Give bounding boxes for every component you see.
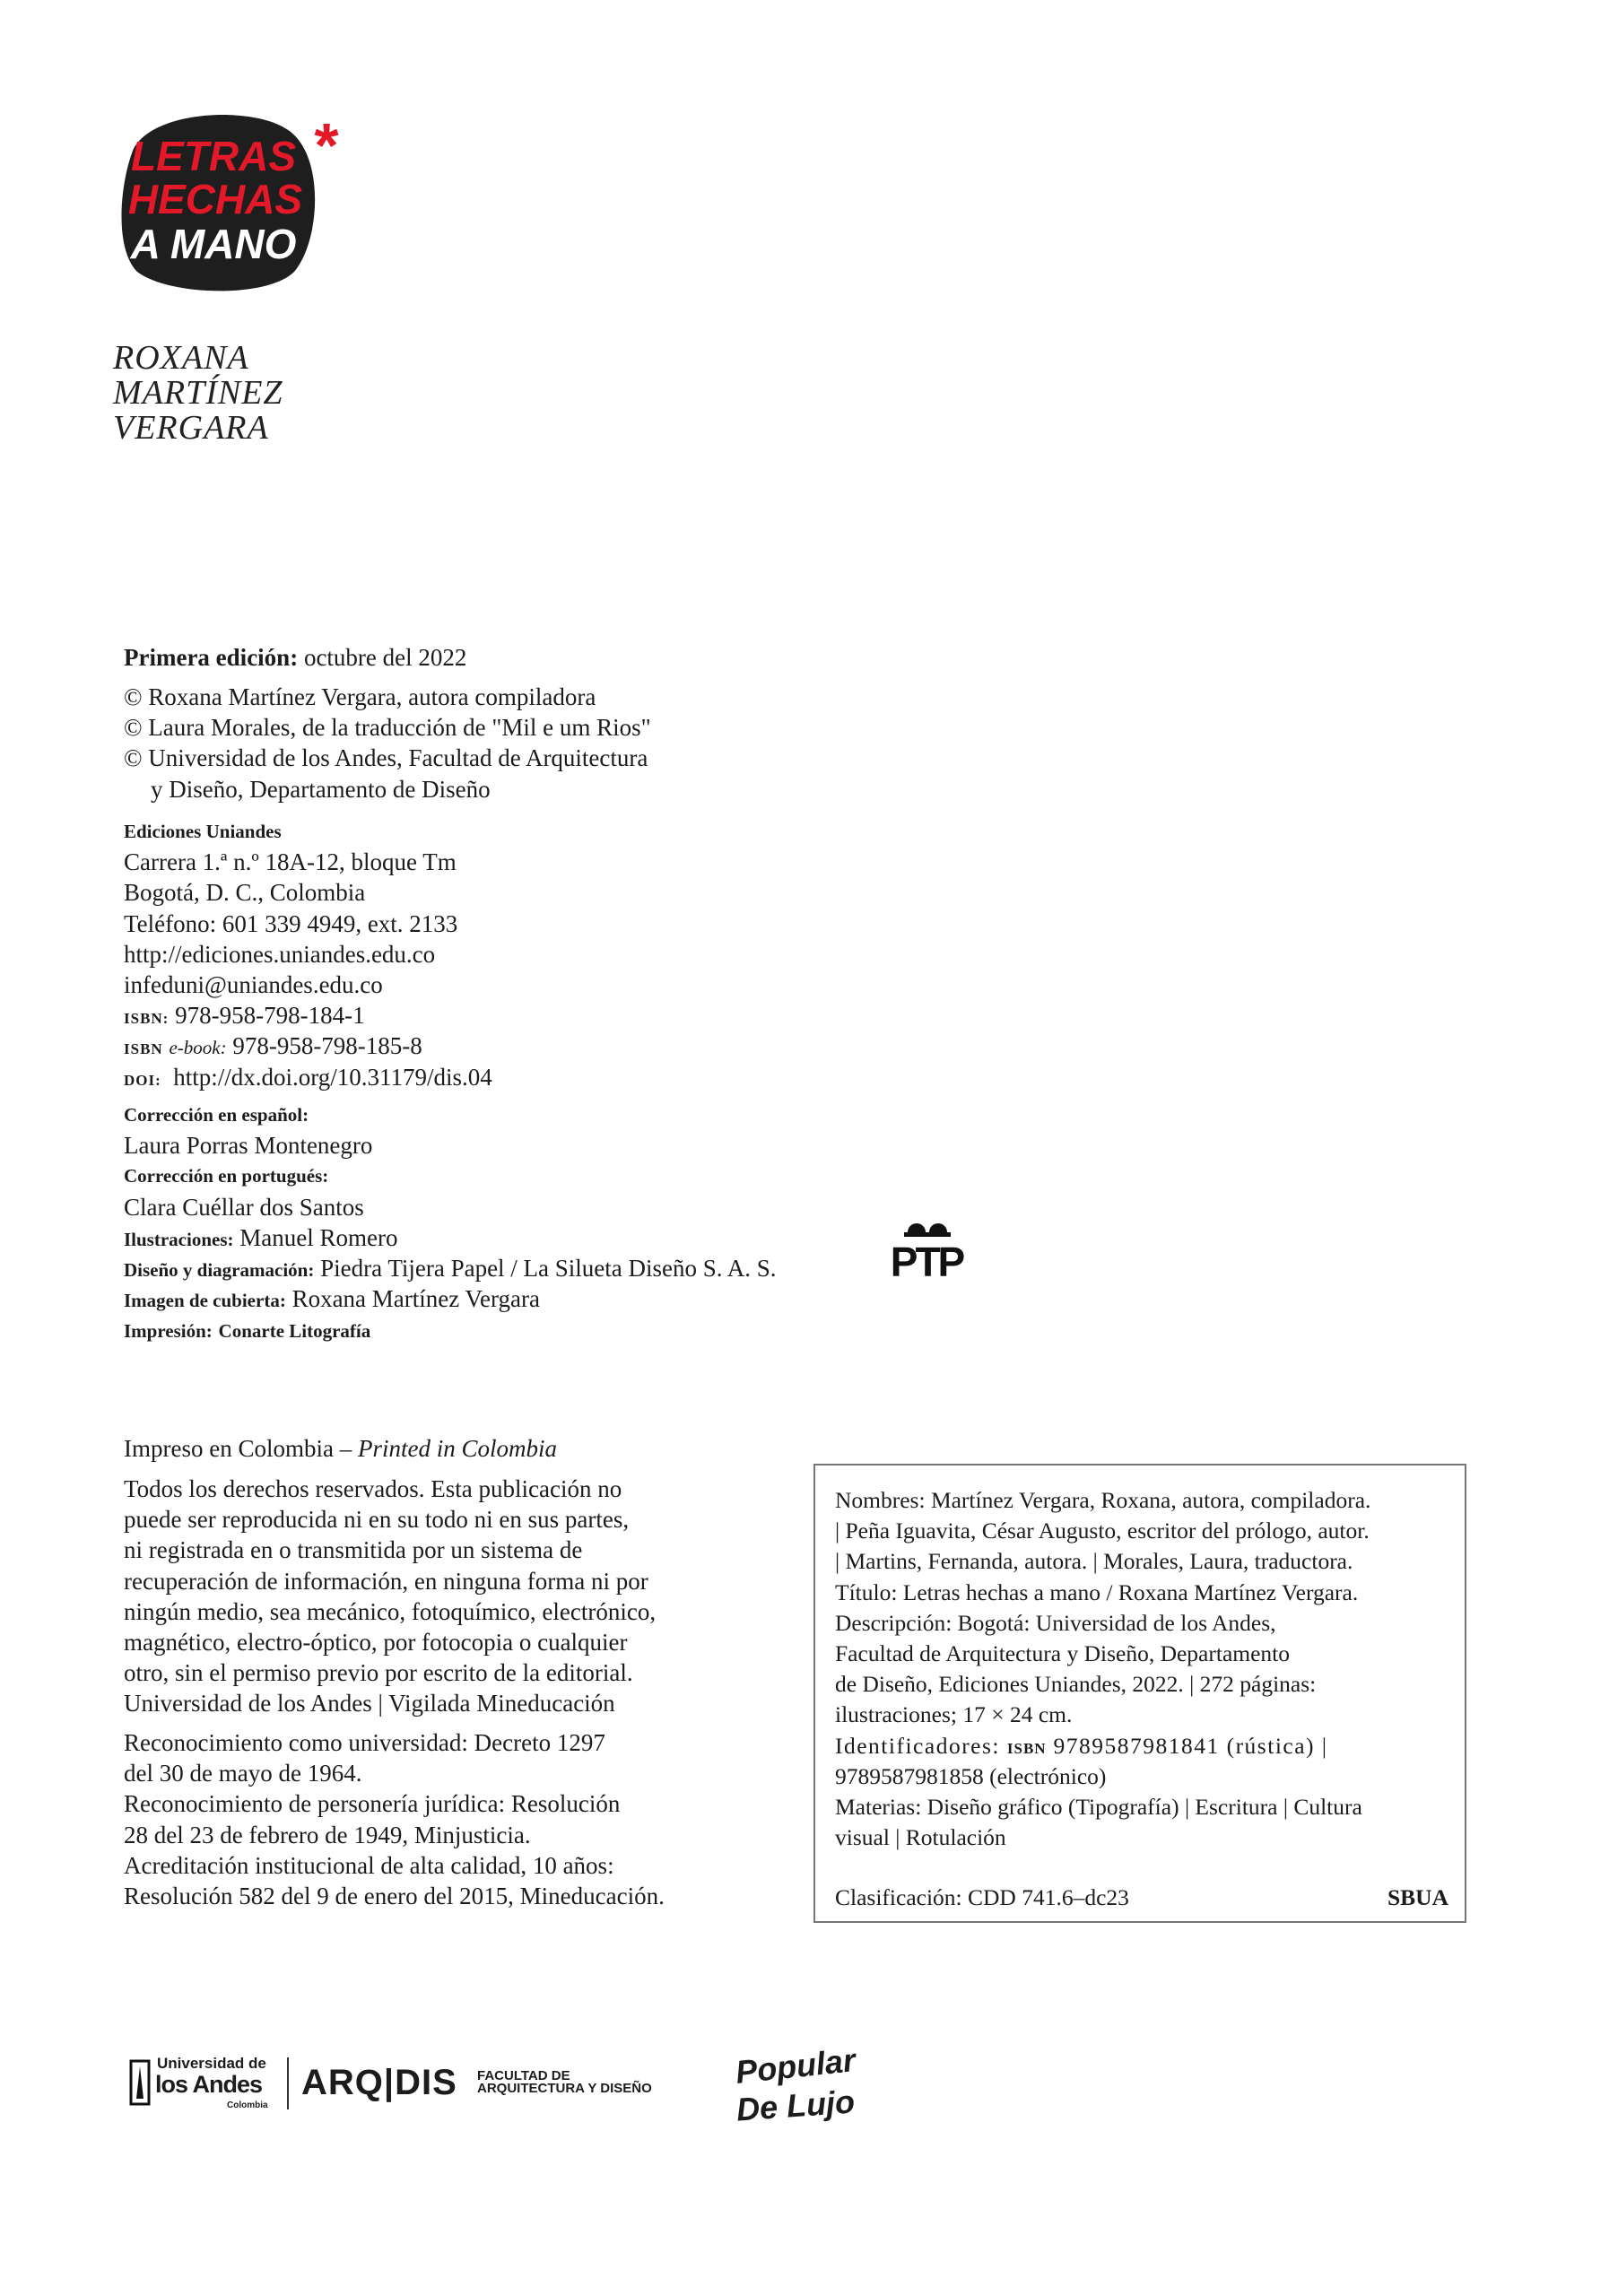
credit-label: Ilustraciones: <box>124 1228 234 1250</box>
identifiers-value: 9789587981841 (rústica) | <box>1053 1732 1328 1759</box>
rights-line: otro, sin el permiso previo por escrito de la editorial. <box>124 1659 633 1687</box>
popular-line: De Lujo <box>735 2083 857 2128</box>
uniandes-line: los Andes <box>155 2071 263 2098</box>
ptp-logo-text: PTP <box>890 1239 963 1279</box>
logo-line-2: HECHAS <box>127 176 303 222</box>
credit-value: Manuel Romero <box>239 1223 398 1251</box>
author-line: MARTÍNEZ <box>113 374 283 412</box>
recognition-line: Resolución 582 del 9 de enero del 2015, Mineducación. <box>124 1882 665 1909</box>
copyright-line: © Laura Morales, de la traducción de "Mil e um Rios" <box>124 714 651 742</box>
credits <box>124 1100 777 1345</box>
publisher-website-link[interactable]: http://ediciones.uniandes.edu.co <box>124 940 436 968</box>
letras-hechas-a-mano-logo <box>115 106 348 299</box>
subjects-line: Materias: Diseño gráfico (Tipografía) | Escritura | Cultura <box>835 1793 1362 1820</box>
catalog-line: Nombres: Martínez Vergara, Roxana, autora, compiladora. <box>835 1487 1371 1513</box>
uniandes-shield-icon <box>128 2059 152 2106</box>
cataloging-record <box>813 1464 1466 1923</box>
copyright-list <box>124 682 651 804</box>
credit-value: Conarte Litografía <box>218 1320 371 1343</box>
recognition-line: Acreditación institucional de alta calidad, 10 años: <box>124 1851 614 1879</box>
popular-line: Popular <box>734 2041 857 2091</box>
arqdis-mark: ARQ|DIS <box>301 2063 457 2102</box>
isbn-value: 978-958-798-184-1 <box>175 1002 365 1030</box>
copyright-line: © Roxana Martínez Vergara, autora compiladora <box>124 683 596 710</box>
catalog-line: de Diseño, Ediciones Uniandes, 2022. | 272 páginas: <box>835 1671 1317 1698</box>
identifiers-value: 9789587981858 (electrónico) <box>835 1762 1107 1789</box>
rights-line: recuperación de información, en ninguna forma ni por <box>124 1567 648 1595</box>
recognition <box>124 1727 665 1911</box>
catalog-line: ilustraciones; 17 × 24 cm. <box>835 1701 1073 1728</box>
identifiers-label: Identificadores: <box>835 1732 1001 1759</box>
subjects-line: visual | Rotulación <box>835 1824 1006 1851</box>
publisher-email-link[interactable]: infeduni@uniandes.edu.co <box>124 970 383 998</box>
author-line: ROXANA <box>113 339 249 377</box>
uniandes-line: Colombia <box>227 2100 268 2110</box>
classification: Clasificación: CDD 741.6–dc23 <box>835 1884 1129 1910</box>
popular-de-lujo-logo <box>728 2041 863 2145</box>
publisher-city: Bogotá, D. C., Colombia <box>124 879 366 907</box>
copyright-line: y Diseño, Departamento de Diseño <box>151 775 491 803</box>
credit-value: Laura Porras Montenegro <box>124 1132 373 1160</box>
ebook-label: e-book: <box>169 1037 227 1059</box>
classification-row <box>835 1883 1448 1913</box>
edition-value: octubre del 2022 <box>303 644 467 671</box>
printed-en: Printed in Colombia <box>357 1435 557 1462</box>
library-code: SBUA <box>1387 1884 1448 1910</box>
credit-value: Clara Cuéllar dos Santos <box>124 1193 364 1221</box>
publisher-info <box>124 816 492 1092</box>
edition-label: Primera edición: <box>124 644 299 671</box>
publisher-phone: Teléfono: 601 339 4949, ext. 2133 <box>124 909 458 937</box>
catalog-lines <box>835 1485 1370 1853</box>
asterisk-icon: * <box>314 110 339 180</box>
recognition-line: Reconocimiento como universidad: Decreto 1297 <box>124 1729 605 1756</box>
credit-label: Impresión: <box>124 1320 213 1343</box>
credit-label: Diseño y diagramación: <box>124 1258 315 1281</box>
piedra-tijera-papel-logo <box>888 1220 965 1279</box>
edition <box>124 642 466 673</box>
logo-line-1: LETRAS <box>131 133 296 179</box>
catalog-line: Descripción: Bogotá: Universidad de los Andes, <box>835 1609 1276 1636</box>
catalog-line: | Martins, Fernanda, autora. | Morales, Laura, traductora. <box>835 1548 1353 1575</box>
logo-divider <box>287 2057 289 2109</box>
rights-line: puede ser reproducida ni en su todo ni en sus partes, <box>124 1506 630 1534</box>
rights-notice <box>124 1474 656 1719</box>
copyright-line: © Universidad de los Andes, Facultad de Arquitectura <box>124 744 648 772</box>
credit-label: Corrección en español: <box>124 1104 309 1126</box>
uniandes-logo <box>128 2054 281 2126</box>
credit-label: Imagen de cubierta: <box>124 1290 286 1312</box>
recognition-line: del 30 de mayo de 1964. <box>124 1760 362 1787</box>
rights-line: magnético, electro-óptico, por fotocopia o cualquier <box>124 1628 628 1656</box>
rights-line: ni registrada en o transmitida por un sistema de <box>124 1536 583 1564</box>
recognition-line: Reconocimiento de personería jurídica: Resolución <box>124 1790 621 1818</box>
arqdis-line: FACULTAD DE <box>477 2068 570 2083</box>
rights-line: Todos los derechos reservados. Esta publicación no <box>124 1475 622 1502</box>
catalog-line: Título: Letras hechas a mano / Roxana Martínez Vergara. <box>835 1578 1359 1605</box>
author-name <box>113 341 283 446</box>
credit-value: Roxana Martínez Vergara <box>291 1285 540 1313</box>
isbn-label: ISBN <box>1006 1739 1047 1757</box>
credit-value: Piedra Tijera Papel / La Silueta Diseño S. A. S. <box>320 1254 777 1282</box>
arqdis-line: ARQUITECTURA Y DISEÑO <box>477 2081 652 2096</box>
arqdis-logo <box>301 2063 687 2108</box>
doi-link[interactable]: http://dx.doi.org/10.31179/dis.04 <box>173 1063 492 1091</box>
catalog-line: Facultad de Arquitectura y Diseño, Departamento <box>835 1639 1290 1666</box>
isbn-ebook-value: 978-958-798-185-8 <box>232 1032 422 1060</box>
publisher-name: Ediciones Uniandes <box>124 821 282 842</box>
publisher-address: Carrera 1.ª n.º 18A-12, bloque Tm <box>124 848 457 876</box>
rights-line: Universidad de los Andes | Vigilada Mineducación <box>124 1690 615 1718</box>
uniandes-line: Universidad de <box>157 2055 266 2072</box>
isbn-label: ISBN: <box>124 1010 170 1028</box>
credit-label: Corrección en portugués: <box>124 1165 329 1187</box>
recognition-line: 28 del 23 de febrero de 1949, Minjusticia. <box>124 1821 531 1848</box>
doi-label: DOI: <box>124 1071 161 1089</box>
author-line: VERGARA <box>113 409 269 447</box>
catalog-line: | Peña Iguavita, César Augusto, escritor del prólogo, autor. <box>835 1518 1370 1544</box>
isbn-ebook-label: ISBN <box>124 1040 163 1058</box>
printed-in <box>124 1433 557 1464</box>
rights-line: ningún medio, sea mecánico, fotoquímico, electrónico, <box>124 1597 657 1625</box>
logo-line-3: A MANO <box>130 221 297 267</box>
printed-es: Impreso en Colombia – <box>124 1435 352 1462</box>
